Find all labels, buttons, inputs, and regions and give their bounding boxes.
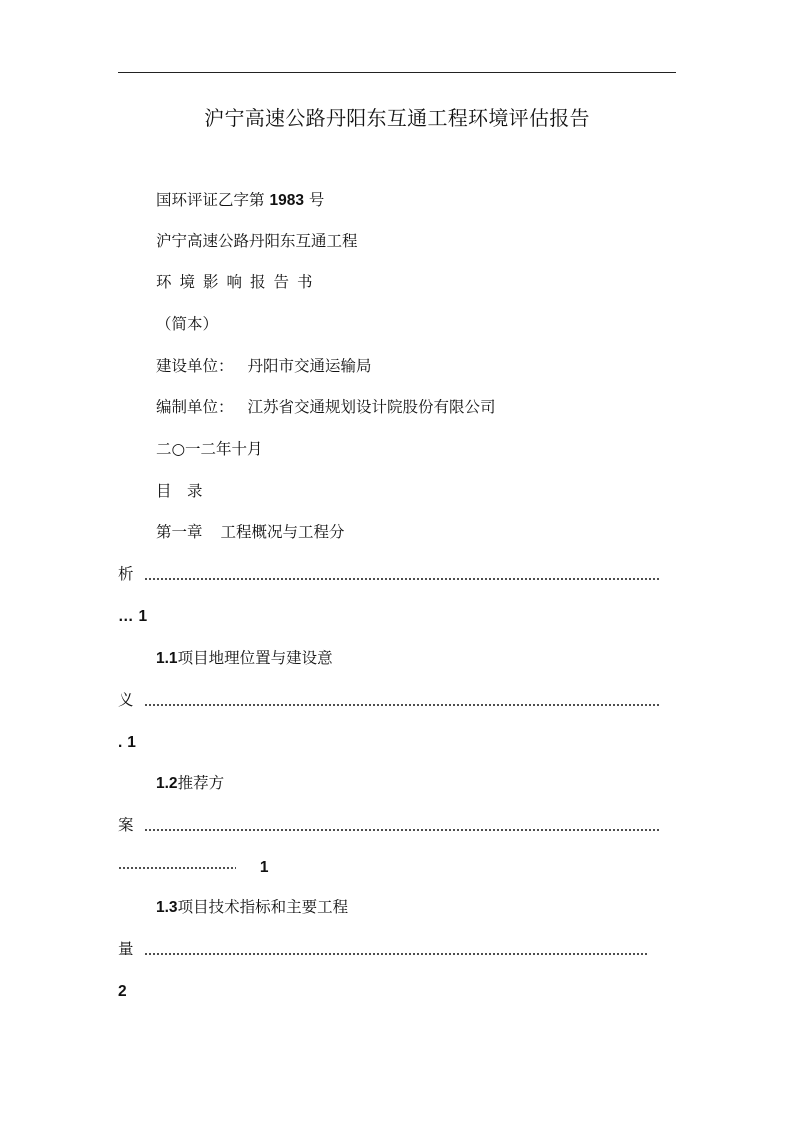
toc-item-1-1-page-line (118, 731, 136, 754)
toc-item-1-3-wrap: 量 (118, 940, 134, 958)
edition-note: （简本） (156, 315, 219, 333)
cert-number: 1983 (269, 192, 304, 209)
toc-item-1-3-page: 2 (118, 983, 127, 1000)
toc-item-1-1-page-prefix: . (118, 734, 123, 751)
cert-suffix: 号 (308, 191, 325, 209)
toc-chapter1-label: 第一章 (156, 523, 203, 541)
toc-item-1-3-title (156, 896, 348, 919)
toc-item-1-1-num: 1.1 (156, 650, 178, 667)
page-title: 沪宁高速公路丹阳东互通工程环境评估报告 (204, 106, 590, 130)
toc-heading: 目 录 (156, 482, 203, 500)
report-date: 二○一二年十月 (156, 440, 263, 458)
toc-item-1-3-page-line (118, 980, 127, 1003)
document-type: 环境影响报告书 (156, 273, 321, 291)
toc-chapter1-page-line (118, 605, 147, 628)
toc-dot-leader (144, 953, 648, 955)
toc-chapter1-title (156, 521, 345, 543)
toc-item-1-3-num: 1.3 (156, 899, 178, 916)
project-name: 沪宁高速公路丹阳东互通工程 (156, 232, 358, 250)
header-rule (118, 72, 676, 73)
compiler-line (156, 396, 496, 418)
toc-item-1-2-title (156, 772, 224, 795)
toc-chapter1-leader-row[interactable] (118, 563, 660, 585)
toc-chapter1-page-prefix: … (118, 608, 134, 625)
toc-item-1-2-page: 1 (259, 859, 269, 876)
toc-dot-leader (144, 829, 660, 831)
cert-prefix: 国环评证乙字第 (156, 191, 265, 209)
toc-item-1-3-text: 项目技术指标和主要工程 (177, 898, 349, 916)
toc-item-1-2-wrap: 案 (118, 816, 134, 834)
toc-dot-leader (144, 704, 660, 706)
toc-item-1-1-title (156, 647, 333, 670)
cert-number-line (156, 189, 324, 212)
toc-chapter1-wrap: 析 (118, 565, 134, 583)
toc-dot-leader (118, 867, 236, 869)
toc-dot-leader (144, 578, 660, 580)
toc-chapter1-page: 1 (138, 608, 148, 625)
toc-item-1-2-page-line (118, 856, 269, 879)
compiler-value: 江苏省交通规划设计院股份有限公司 (247, 398, 496, 416)
toc-item-1-1-text: 项目地理位置与建设意 (177, 649, 333, 667)
toc-item-1-1-leader-row[interactable] (118, 689, 660, 711)
builder-label: 建设单位： (156, 357, 234, 375)
builder-value: 丹阳市交通运输局 (247, 357, 372, 375)
builder-line (156, 355, 372, 377)
toc-item-1-1-page: 1 (127, 734, 136, 751)
toc-item-1-3-leader-row[interactable] (118, 938, 648, 960)
toc-item-1-2-num: 1.2 (156, 775, 178, 792)
compiler-label: 编制单位： (156, 398, 234, 416)
toc-item-1-2-leader-row[interactable] (118, 814, 660, 836)
toc-item-1-1-wrap: 义 (118, 691, 134, 709)
toc-item-1-2-text: 推荐方 (177, 774, 225, 792)
toc-chapter1-text: 工程概况与工程分 (220, 523, 345, 541)
